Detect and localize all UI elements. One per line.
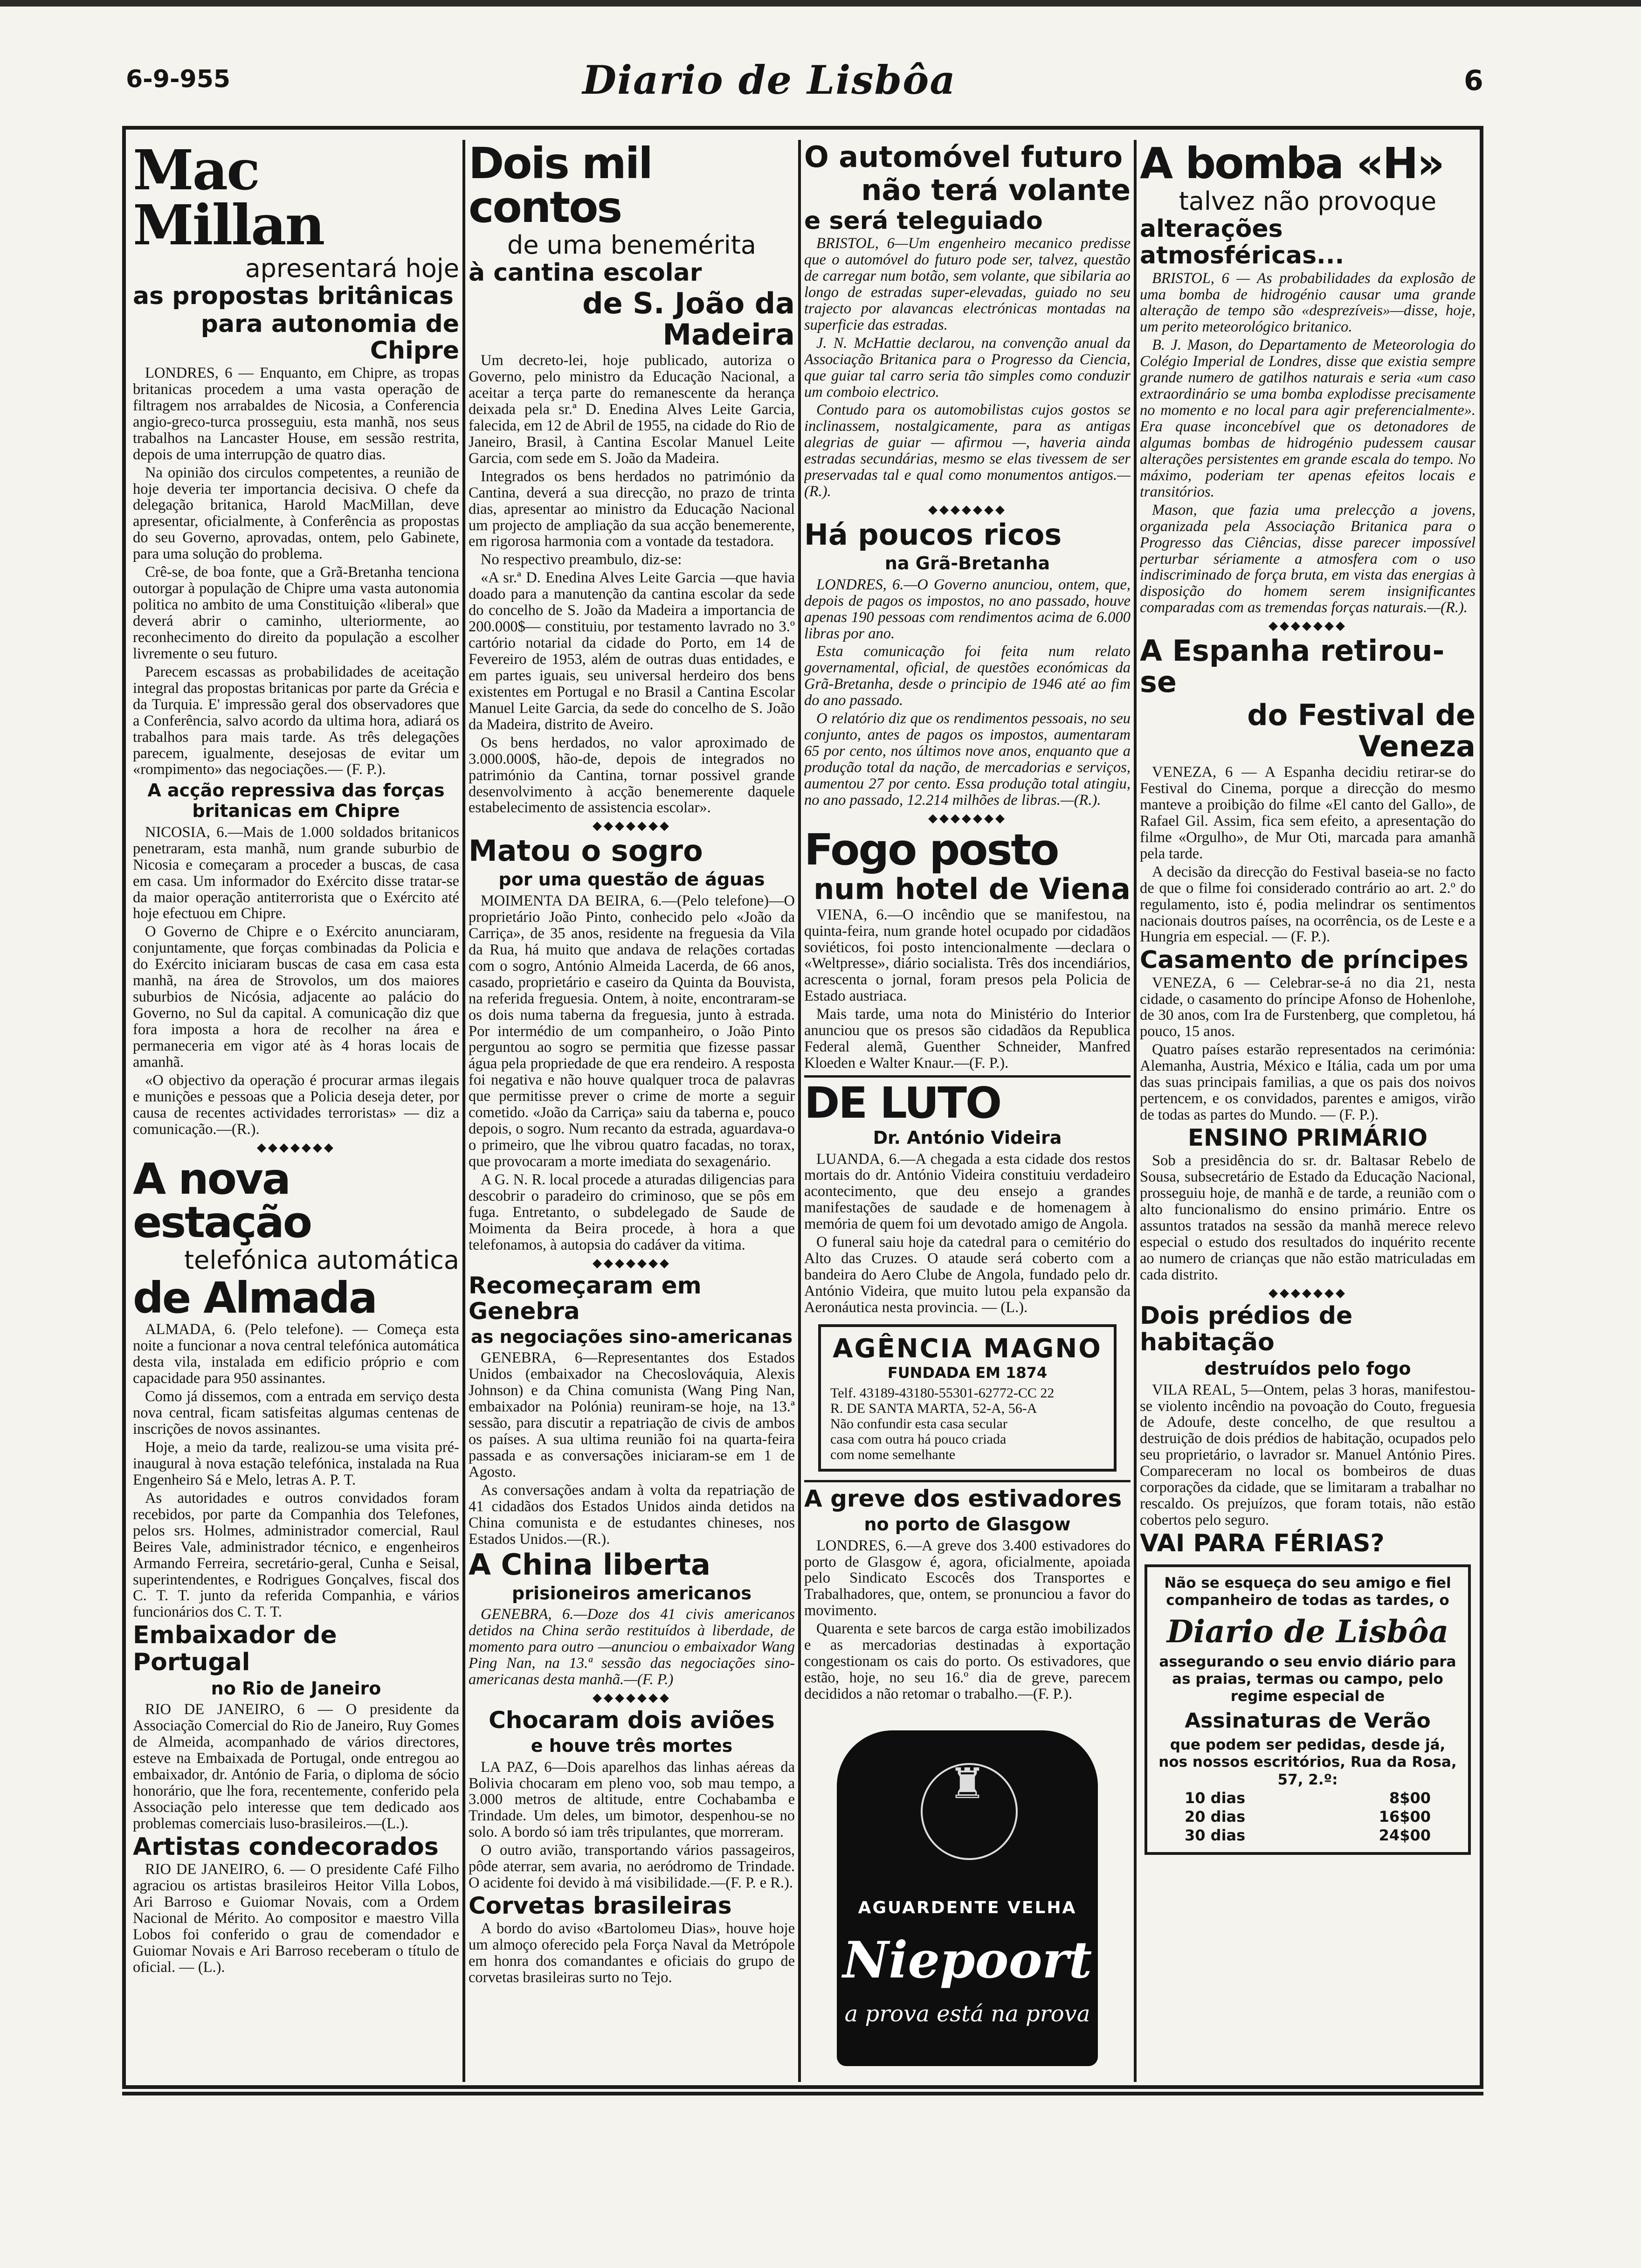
article-paragraph: VENEZA, 6 — Celebrar-se-á no dia 21, nesta cidade, o casamento do príncipe Afonso de Hohenlohe, de 30 anos, com Ira de Furstenberg, que completou, há pouco, 15 anos. <box>1140 974 1476 1040</box>
article-paragraph: O outro avião, transportando vários passageiros, pôde aterrar, sem avaria, no aeródromo de Trindade. O acidente foi devido à má visibilidade.—(F. P. e R.). <box>469 1842 795 1892</box>
headline-line: num hotel de Viena <box>814 871 1131 906</box>
headline: A Espanha retirou-se <box>1140 634 1445 699</box>
headline-line: telefónica automática <box>184 1245 459 1275</box>
headline: Dois prédios de habitação <box>1140 1301 1353 1356</box>
article-paragraph: Esta comunicação foi feita num relato governamental, oficial, de questões económicas da Grã-Bretanha, desde o principio de 1946 até ao fim do ano passado. <box>804 643 1131 709</box>
article-paragraph: BRISTOL, 6 — As probabilidades da explosão de uma bomba de hidrogénio causar uma grande alteração de tempo são «desprezíveis»—disse, hoje, um perito meteorológico britanico. <box>1140 270 1476 336</box>
separator: ◆◆◆◆◆◆◆ <box>593 819 671 833</box>
price-row <box>1157 1826 1459 1845</box>
column-rule <box>1134 140 1137 2082</box>
article-paragraph: «A sr.ª D. Enedina Alves Leite Garcia —que havia doado para a manutenção da cantina escolar da sede do concelho de S. João da Madeira a importancia de 200.000$— constituiu, por testamento lavrado no 3.º cartório notarial da cidade do Porto, em 14 de Fevereiro de 1953, além de outras duas entidades, e em partes iguais, seu universal herdeiro dos bens existentes em Portugal e no Brasil a Cantina Escolar Manuel Leite Garcia, da sede do concelho de S. João da Madeira, distrito de Aveiro. <box>469 569 795 733</box>
ad-title: AGÊNCIA MAGNO <box>833 1333 1102 1364</box>
column-2 <box>469 140 795 2075</box>
headline: Dois mil contos <box>469 140 652 232</box>
article-paragraph: LA PAZ, 6—Dois aparelhos das linhas aéreas da Bolivia chocaram em pleno voo, sob mau tempo, a 3.000 metros de altitude, entre Cochabamba e Trindade. Um deles, um bimotor, despenhou-se no solo. A bordo só iam três tripulantes, que morreram. <box>469 1758 795 1841</box>
headline: A greve dos estivadores <box>804 1485 1122 1512</box>
separator: ◆◆◆◆◆◆◆ <box>1269 619 1347 633</box>
headline: Fogo posto <box>804 824 1058 875</box>
niepoort-ad <box>837 1730 1098 2066</box>
subheading: por uma questão de águas <box>498 869 765 890</box>
article-paragraph: O relatório diz que os rendimentos pessoais, no seu conjunto, antes de pagos os impostos, aumentaram 65 por cento, nos últimos nove anos, enquanto que a produção total da nação, de mercadorias e serviços, aumentou 27 por cento. Essa produção total atingiu, no ano passado, 12.214 milhões de libras.—(R.). <box>804 710 1131 809</box>
headline: DE LUTO <box>804 1078 1001 1128</box>
ad-line: casa com outra há pouco criada <box>830 1431 1007 1447</box>
newspaper-title: Diario de Lisbôa <box>582 57 956 103</box>
column-1 <box>133 140 459 2075</box>
price-value: 8$00 <box>1389 1789 1431 1807</box>
article-paragraph: Contudo para os automobilistas cujos gostos se inclinassem, nostalgicamente, para as antigas alegrias de guiar — afirmou —, haveria ainda estradas secundárias, mesmo se elas tivessem de ser preservadas tal e qual como monumentos antigos.—(R.). <box>804 401 1131 500</box>
separator: ◆◆◆◆◆◆◆ <box>928 503 1007 517</box>
headline: A nova estação <box>133 1154 311 1248</box>
top-rule <box>0 0 1641 7</box>
ad-offer: Assinaturas de Verão <box>1185 1709 1431 1733</box>
article-paragraph: Mais tarde, uma nota do Ministério do Interior anunciou que os presos são cidadãos da Republica Federal alemã, Guenther Schneider, Manfred Kloeden e Walter Knaur.—(F. P.). <box>804 1006 1131 1072</box>
headline-line: as propostas britânicas <box>133 282 454 311</box>
article-paragraph: LONDRES, 6.—A greve dos 3.400 estivadores do porto de Glasgow é, agora, oficialmente, apoiada pelo Sindicato Escocês dos Transportes e Trabalhadores, que, ontem, se pronunciou a favor do movimento. <box>804 1537 1131 1619</box>
ad-line: Não se esqueça do seu amigo e fiel companheiro de todas as tardes, o <box>1164 1575 1451 1609</box>
article-paragraph: A decisão da direcção do Festival baseia-se no facto de que o filme foi considerado contrário ao art. 2.º do regulamento, isto é, podia melindrar os sentimentos nacionais doutros países, na ocorrência, os de Leste e a Hungria em especial. — (F. P.). <box>1140 863 1476 946</box>
article-paragraph: Um decreto-lei, hoje publicado, autoriza o Governo, pelo ministro da Educação Nacional, a aceitar a terça parte do remanescente da herança deixada pela sr.ª D. Enedina Alves Leite Garcia, falecida, em 12 de Abril de 1955, na cidade do Rio de Janeiro, Brasil, à Cantina Escolar Manuel Leite Garcia, com sede em S. João da Madeira. <box>469 352 795 467</box>
separator: ◆◆◆◆◆◆◆ <box>1269 1286 1347 1300</box>
headline: Recomeçaram em Genebra <box>469 1272 702 1325</box>
headline: Mac Millan <box>133 140 324 257</box>
separator: ◆◆◆◆◆◆◆ <box>257 1140 335 1155</box>
ad-masthead: Diario de Lisbôa <box>1166 1613 1449 1650</box>
price-days: 20 dias <box>1185 1807 1246 1825</box>
ad-line: Telf. 43189-43180-55301-62772-CC 22 <box>830 1385 1055 1401</box>
separator: ◆◆◆◆◆◆◆ <box>593 1690 671 1705</box>
castle-icon: ♜ <box>948 1759 986 1808</box>
article-paragraph: LONDRES, 6 — Enquanto, em Chipre, as tropas britanicas procedem a uma vasta operação de filtragem nos arrabaldes de Nicosia, a Conferencia angio-greco-turca prosseguiu, esta manhã, nos seus trabalhos na Lancaster House, em sessão restrita, depois de uma interrupção de quatro dias. <box>133 364 459 463</box>
article-paragraph: Quatro países estarão representados na cerimónia: Alemanha, Austria, México e Itália, cada um por uma das suas principais familias, a que os pais dos noivos pertencem, e os convidados, parentes e amigos, virão de todas as partes do Mundo. — (F. P.). <box>1140 1041 1476 1124</box>
article-paragraph: LONDRES, 6.—O Governo anunciou, ontem, que, depois de pagos os impostos, no ano passado, houve apenas 190 pessoas com rendimentos acima de 6.000 libras por ano. <box>804 576 1131 642</box>
price-days: 10 dias <box>1185 1789 1246 1807</box>
separator: ◆◆◆◆◆◆◆ <box>593 1256 671 1270</box>
article-paragraph: Integrados os bens herdados no património da Cantina, deverá a sua direcção, no prazo de trinta dias, apresentar ao ministro da Educação Nacional um projecto de ampliação da sua acção benemerente, em rigorosa harmonia com a vontade da testadora. <box>469 468 795 550</box>
article-paragraph: RIO DE JANEIRO, 6. — O presidente Café Filho agraciou os artistas brasileiros Heitor Villa Lobos, Ari Barroso e Guiomar Novais, com a Ordem Nacional de Mérito. Ao compositor e maestro Villa Lobos foi conferido o grau de comendador e Guiomar Novais e Ari Barroso receberam o título de oficial. — (L.). <box>133 1861 459 1976</box>
subheading: Dr. António Videira <box>873 1127 1062 1148</box>
column-rule <box>462 140 465 2082</box>
ad-line: Não confundir esta casa secular <box>830 1416 1007 1431</box>
headline: Chocaram dois aviões <box>489 1706 775 1734</box>
headline: Casamento de príncipes <box>1140 946 1469 975</box>
article-paragraph: O Governo de Chipre e o Exército anunciaram, conjuntamente, que forças combinadas da Policia e do Exército iniciaram buscas de casa em casa esta manhã, na área de Strovolos, um dos maiores suburbios de Nicósia, adjacente ao palácio do Governo, no Sul da capital. A comunicação diz que fora imposta a hora de recolher na área e permaneceria em vigor até às 4 horas locais de amanhã. <box>133 923 459 1071</box>
article-paragraph: Hoje, a meio da tarde, realizou-se uma visita pré-inaugural à nova estação telefónica, instalada na Rua Engenheiro Sá e Melo, letras A. P. T. <box>133 1439 459 1488</box>
headline-line: para autonomia de Chipre <box>200 310 459 365</box>
article-paragraph: Como já dissemos, com a entrada em serviço desta nova central, ficam satisfeitas algumas centenas de inscrições de novos assinantes. <box>133 1388 459 1438</box>
subheading: no porto de Glasgow <box>864 1514 1071 1535</box>
price-value: 24$00 <box>1379 1826 1431 1844</box>
article-paragraph: A G. N. R. local procede a aturadas diligencias para descobrir o paradeiro do criminoso, que se pôs em fuga. Entretanto, o subdelegado de Saude de Moimenta da Beira procede, à hora a que telefonamos, à autopsia do cadáver da vitima. <box>469 1171 795 1253</box>
article-paragraph: B. J. Mason, do Departamento de Meteorologia do Colégio Imperial de Londres, disse que existia sempre grande numero de gatilhos naturais e seria «um caso extraordinário se uma bomba explodisse precisamente no momento e no local para agir preferencialmente». Era quase inconcebível que os detonadores de algumas bombas de hidrogénio pudessem causar alterações persistentes em grande escala do tempo. No máximo, poderiam ter apenas efeitos locais e transitórios. <box>1140 337 1476 500</box>
article-paragraph: O funeral saiu hoje da catedral para o cemitério do Alto das Cruzes. O ataude será coberto com a bandeira do Aero Clube de Angola, fundado pelo dr. António Videira, que muito lutou pela expansão da Aeronáutica nesta provincia. — (L.). <box>804 1234 1131 1316</box>
headline-line: de S. João da Madeira <box>582 286 795 352</box>
ad-headline: VAI PARA FÉRIAS? <box>1140 1529 1385 1558</box>
headline-line: e será teleguiado <box>804 207 1043 235</box>
ad-label: AGUARDENTE VELHA <box>858 1898 1077 1917</box>
subheading: e houve três mortes <box>531 1735 733 1756</box>
subheading: no Rio de Janeiro <box>211 1678 381 1699</box>
article-paragraph: GENEBRA, 6.—Doze dos 41 civis americanos detidos na China serão restituídos à liberdade, de momento para outro —anunciou o embaixador Wang Ping Nan, na 13.ª sessão das negociações sino-americanas desta manhã.—(F. P.) <box>469 1606 795 1688</box>
headline-line: à cantina escolar <box>469 259 702 287</box>
price-days: 30 dias <box>1185 1826 1246 1844</box>
ferias-subscription-ad <box>1145 1564 1471 1855</box>
article-paragraph: Na opinião dos circulos competentes, a reunião de hoje deveria ter importancia decisiva. O chefe da delegação britanica, Harold MacMillan, deve apresentar, oficialmente, à Conferência as propostas do seu Governo, aprovadas, ontem, pelo Gabinete, para uma solução do problema. <box>133 464 459 563</box>
article-paragraph: As autoridades e outros convidados foram recebidos, por parte da Companhia dos Telefones, pelos srs. Holmes, administrador comercial, Raul Beires Vale, administrador técnico, e engenheiros Armando Ferreira, secretário-geral, Cunha e Seisal, superintendentes, e Rodrigues Gonçalves, fiscal dos C. T. T. junto da referida Companhia, e vários funcionários dos C. T. T. <box>133 1489 459 1621</box>
article-paragraph: A bordo do aviso «Bartolomeu Dias», houve hoje um almoço oferecido pela Força Naval da Metrópole em honra dos comandantes e oficiais do grupo de corvetas brasileiras surto no Tejo. <box>469 1920 795 1986</box>
article-paragraph: Os bens herdados, no valor aproximado de 3.000.000$, hão-de, depois de integrados no património da Cantina, tornar possivel grande desenvolvimento à acção benemerente daquele estabelecimento de assistencia escolar». <box>469 734 795 816</box>
headline-line: de Almada <box>133 1272 376 1323</box>
article-paragraph: VILA REAL, 5—Ontem, pelas 3 horas, manifestou-se violento incêndio na povoação do Couto, freguesia de Adoufe, deste concelho, de que resultou a destruição de dois prédios de habitação, ocupados pelo seu proprietário, o lavrador sr. Manuel António Pires. Compareceram no local os bombeiros de duas corporações da cidade, que se limitaram a trabalhar no rescaldo. Os prejuízos, que foram totais, não estão cobertos pelo seguro. <box>1140 1381 1476 1529</box>
article-paragraph: «O objectivo da operação é procurar armas ilegais e munições e pessoas que a Policia deseja deter, por causa de recentes actividades terroristas» — diz a comunicação.—(R.). <box>133 1072 459 1138</box>
headline-line: não terá volante <box>861 173 1131 207</box>
page-number: 6 <box>1464 64 1483 97</box>
headline: Há poucos ricos <box>804 518 1062 552</box>
article-paragraph: LUANDA, 6.—A chegada a esta cidade dos restos mortais do dr. António Videira constituiu verdadeiro acontecimento, que deu ensejo a grandes manifestações de saudade e de homenagem à memória de quem foi um devotado amigo de Angola. <box>804 1150 1131 1233</box>
headline: O automóvel futuro <box>804 140 1123 174</box>
article-paragraph: MOIMENTA DA BEIRA, 6.—(Pelo telefone)—O proprietário João Pinto, conhecido pelo «João da Carriça», de 35 anos, residente na freguesia da Vila da Rua, há muito que andava de relações cortadas com o sogro, António Almeida Lacerda, de 66 anos, casado, proprietário e caseiro da Quinta da Bouvista, na referida freguesia. Ontem, à noite, encontraram-se os dois numa taberna da freguesia, junto à estrada. Por intermédio de um companheiro, o João Pinto perguntou ao sogro se permitia que fizesse passar água pela propriedade de que era rendeiro. A resposta foi negativa e não houve qualquer troca de palavras que permitisse prever o crime de morte a seguir cometido. «João da Carriça» saiu da taberna e, pouco depois, o sogro. Num recanto da estrada, aguardava-o o primeiro, que lhe vibrou quatro facadas, no torax, que provocaram a morte imediata do sexagenário. <box>469 892 795 1170</box>
price-row <box>1157 1789 1459 1807</box>
article-paragraph: As conversações andam à volta da repatriação de 41 cidadãos dos Estados Unidos ainda detidos na China comunista e de estudantes chineses, nos Estados Unidos.—(R.). <box>469 1481 795 1548</box>
headline-line: apresentará hoje <box>245 254 459 283</box>
article-paragraph: Sob a presidência do sr. dr. Baltasar Rebelo de Sousa, subsecretário de Estado da Educação Nacional, prosseguiu hoje, de manhã e de tarde, a reunião com o alto funcionalismo do ensino primário. Entre os assuntos tratados na sessão da manhã merece relevo especial o estudo dos resultados do inquérito recente ao numero de crianças que não estão matriculadas em cada distrito. <box>1140 1152 1476 1283</box>
separator: ◆◆◆◆◆◆◆ <box>928 811 1007 825</box>
column-rule <box>798 140 801 2082</box>
ad-line: com nome semelhante <box>830 1446 956 1462</box>
article-paragraph: VIENA, 6.—O incêndio que se manifestou, na quinta-feira, num grande hotel ocupado por cidadãos soviéticos, foi posto intencionalmente —declara o «Weltpresse», diário socialista. Três dos incendiários, acrescenta o jornal, foram presos pela Policia de Estado austriaca. <box>804 906 1131 1005</box>
ad-line: R. DE SANTA MARTA, 52-A, 56-A <box>830 1400 1037 1416</box>
article-paragraph: NICOSIA, 6.—Mais de 1.000 soldados britanicos penetraram, esta manhã, num grande suburbio de Nicosia e começaram a proceder a buscas, de casa em casa. Um informador do Exército disse tratar-se da maior operação antiterrorista que o Exército até hoje efectuou em Chipre. <box>133 823 459 922</box>
price-value: 16$00 <box>1379 1807 1431 1825</box>
article-paragraph: Parecem escassas as probabilidades de aceitação integral das propostas britanicas por parte da Grécia e da Turquia. E' impressão geral dos observadores que a Conferência, salvo acordo da ultima hora, adiará os trabalhos para mais tarde. As três delegações parecem, igualmente, desejosas de evitar um «rompimento» das negociações.— (F. P.). <box>133 663 459 778</box>
article-paragraph: ALMADA, 6. (Pelo telefone). — Começa esta noite a funcionar a nova central telefónica automática desta vila, instalada em edificio próprio e com capacidade para 950 assinantes. <box>133 1321 459 1387</box>
headline-line: talvez não provoque <box>1179 186 1437 216</box>
bottom-rule <box>122 2092 1483 2095</box>
article-paragraph: Mason, que fazia uma prelecção a jovens, organizada pela Associação Britanica para o Progresso das Ciências, disse parecer impossível perturbar sériamente a atmosfera com o uso indiscriminado de força bruta, em vista das energias à disposição do homem serem insignificantes comparadas com as tremendas forças naturais.—(R.). <box>1140 501 1476 616</box>
article-paragraph: RIO DE JANEIRO, 6 — O presidente da Associação Comercial do Rio de Janeiro, Ruy Gomes de Almeida, acompanhado de vários directores, esteve na Embaixada de Portugal, onde entregou ao embaixador, dr. António de Faria, o diploma de sócio honorário, que lhe fora, recentemente, conferido pela Associação pelo interesse que tem dedicado aos problemas comerciais luso-brasileiros.—(L.). <box>133 1701 459 1832</box>
headline: Artistas condecorados <box>133 1832 439 1861</box>
article-paragraph: Crê-se, de boa fonte, que a Grã-Bretanha tenciona outorgar à população de Chipre uma vasta autonomia politica no ambito de uma Constituição «liberal» que deverá abrir o caminho, ulteriormente, ao reconhecimento do direito da população a escolher livremente o seu futuro. <box>133 564 459 662</box>
article-paragraph: BRISTOL, 6—Um engenheiro mecanico predisse que o automóvel do futuro pode ser, talvez, questão de carregar num botão, sem volante, que sibilaria ao longo de estradas super-elevadas, guiado no seu trajecto por alavancas electrónicas montadas na superficie das estradas. <box>804 235 1131 333</box>
agencia-magno-ad <box>818 1324 1117 1472</box>
subheading: prisioneiros americanos <box>512 1583 752 1604</box>
subheading: destruídos pelo fogo <box>1204 1358 1411 1379</box>
article-paragraph: GENEBRA, 6—Representantes dos Estados Unidos (embaixador na Checoslováquia, Alexis Johnson) e da China comunista (Wang Ping Nan, embaixador na Polónia) reuniram-se hoje, na 13.ª sessão, para discutir a repatriação de civis de ambos os países. A sua ultima reunião foi na quarta-feira passada e as conversações iniciaram-se em 1 de Agosto. <box>469 1349 795 1480</box>
rule <box>804 1480 1131 1482</box>
column-3 <box>804 140 1131 2075</box>
column-4 <box>1140 140 1476 2075</box>
headline: Embaixador de Portugal <box>133 1621 337 1676</box>
headline: Matou o sogro <box>469 834 703 868</box>
issue-date: 6-9-955 <box>126 65 231 93</box>
ad-subtitle: FUNDADA EM 1874 <box>887 1363 1048 1382</box>
subheading: na Grã-Bretanha <box>884 553 1050 574</box>
article-paragraph: VENEZA, 6 — A Espanha decidiu retirar-se do Festival do Cinema, porque a direcção do mesmo manteve a proibição do filme «El canto del Gallo», de Rafael Gil. Assim, fica sem efeito, a apresentação do filme «Orgulho», de Mur Oti, marcada para amanhã pela tarde. <box>1140 764 1476 862</box>
subheading: as negociações sino-americanas <box>471 1326 793 1347</box>
article-paragraph: J. N. McHattie declarou, na convenção anual da Associação Britanica para o Progresso da Ciencia, que guiar tal carro seria tão simples como conduzir um comboio electrico. <box>804 334 1131 401</box>
article-paragraph: No respectivo preambulo, diz-se: <box>481 551 682 568</box>
headline: ENSINO PRIMÁRIO <box>1187 1124 1428 1152</box>
ad-line: assegurando o seu envio diário para as praias, termas ou campo, pelo regime especial de <box>1159 1653 1456 1705</box>
ad-line: que podem ser pedidas, desde já, nos nossos escritórios, Rua da Rosa, 57, 2.º: <box>1158 1736 1457 1788</box>
rule <box>804 1075 1131 1078</box>
subheading: A acção repressiva das forças britanicas em Chipre <box>147 780 445 822</box>
price-row <box>1157 1807 1459 1826</box>
headline: A China liberta <box>469 1547 711 1582</box>
ad-slogan: a prova está na prova <box>844 2000 1090 2027</box>
headline: A bomba «H» <box>1140 140 1443 188</box>
ad-brand: Niepoort <box>842 1930 1092 1990</box>
headline: Corvetas brasileiras <box>469 1892 732 1920</box>
headline-line: de uma benemérita <box>507 230 756 260</box>
article-paragraph: Quarenta e sete barcos de carga estão imobilizados e as mercadorias destinadas à exportação congestionam os cais do porto. Os estivadores, que estão, hoje, no seu 16.º dia de greve, parecem decididos a não retomar o trabalho.—(F. P.). <box>804 1620 1131 1703</box>
headline-line: do Festival de Veneza <box>1247 698 1476 764</box>
headline-line: alterações atmosféricas... <box>1140 215 1345 270</box>
